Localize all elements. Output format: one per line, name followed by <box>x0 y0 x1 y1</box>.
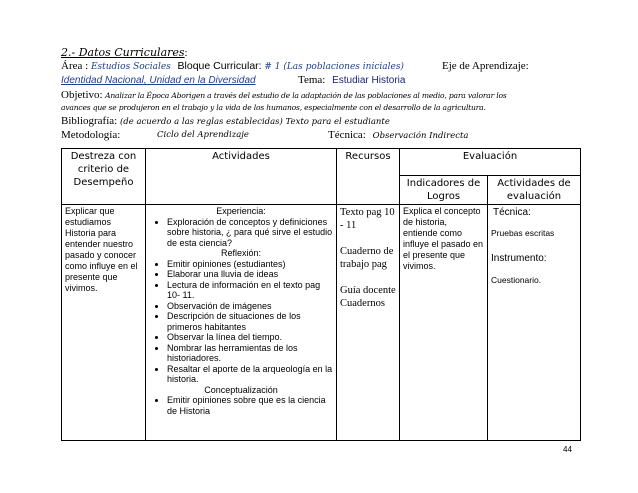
header-actividades: Actividades <box>146 149 337 205</box>
metodologia-label: Metodología: <box>61 129 121 141</box>
objetivo-line2: avances que se produjeron en el trabajo y la vida de los humanos, especialmente con el desarrollo de la agricultura. <box>61 103 486 112</box>
tecnica-eval-value: Pruebas escritas <box>491 228 555 238</box>
reflexion-title: Reflexión: <box>220 248 262 258</box>
conceptualizacion-title: Conceptualización <box>204 384 278 395</box>
bibliografia: Bibliografía: (de acuerdo a las reglas establecidas) Texto para el estudiante <box>61 115 390 127</box>
eje-value: Identidad Nacional, Unidad en la Diversidad <box>61 75 256 86</box>
objetivo: Objetivo: Analizar la Época Aborigen a través del estudio de la adaptación de las poblaciones al medio, para valorar los <box>61 89 507 101</box>
evaluacion-cell <box>488 205 581 441</box>
instrumento-label: Instrumento: <box>491 253 547 264</box>
tecnica-line: Técnica: Observación Indirecta <box>328 129 469 141</box>
list-item: • Nombrar las herramientas de los historiadores. <box>167 343 333 364</box>
header-indicadores: Indicadores de Logros <box>400 176 488 205</box>
list-item: • Resaltar el aporte de la arqueología en la historia. <box>167 364 333 385</box>
indicadores-cell <box>400 205 488 441</box>
experiencia-title: Experiencia: <box>216 206 266 216</box>
recursos-cell <box>337 205 400 441</box>
reflexion-list <box>149 259 333 385</box>
eje-label: Eje de Aprendizaje: <box>442 60 529 72</box>
list-item: • Elaborar una lluvia de ideas <box>167 269 333 280</box>
metodologia-value: Ciclo del Aprendizaje <box>157 130 249 140</box>
list-item: • Emitir opiniones sobre que es la ciencia de Historia <box>167 395 333 416</box>
recurso-texto: Texto pag 10 - 11 <box>340 207 395 231</box>
list-item: • Observación de imágenes <box>167 301 333 312</box>
destreza-cell <box>62 205 146 441</box>
recurso-cuaderno: Cuaderno de trabajo pag <box>340 246 394 270</box>
list-item: • Observar la línea del tiempo. <box>167 332 333 343</box>
destreza-text: Explicar que estudiamos Historia para entender nuestro pasado y conocer como influye en el presente que vivimos. <box>65 206 138 293</box>
page-number: 44 <box>563 445 572 454</box>
recurso-guia: Guía docente Cuadernos <box>340 285 396 309</box>
list-item: • Emitir opiniones (estudiantes) <box>167 259 333 270</box>
actividades-cell <box>146 205 337 441</box>
indicadores-text: Explica el concepto de historia, entiende como influye el pasado en el presente que vivimos. <box>403 206 484 271</box>
instrumento-value: Cuestionario. <box>491 275 542 285</box>
header-destreza: Destreza con criterio de Desempeño <box>62 149 146 205</box>
experiencia-list <box>149 217 333 249</box>
tecnica-eval-label: Técnica: <box>493 207 531 218</box>
list-item: • Exploración de conceptos y definiciones sobre historia, ¿ para qué sirve el estudio de esta ciencia? <box>167 217 333 249</box>
tema-line: Tema: Estudiar Historia <box>298 74 406 86</box>
section-title: 2.- Datos Curriculares: <box>61 46 188 59</box>
planning-table <box>61 148 581 441</box>
header-actividades-evaluacion: Actividades de evaluación <box>488 176 581 205</box>
area-line: Área : Estudios Sociales Bloque Curricular: # 1 (Las poblaciones iniciales) <box>61 60 404 72</box>
header-recursos: Recursos <box>337 149 400 205</box>
conceptualizacion-list <box>149 395 333 416</box>
list-item: • Descripción de situaciones de los primeros habitantes <box>167 311 333 332</box>
header-evaluacion: Evaluación <box>400 149 581 176</box>
list-item: • Lectura de información en el texto pag 10- 11. <box>167 280 333 301</box>
